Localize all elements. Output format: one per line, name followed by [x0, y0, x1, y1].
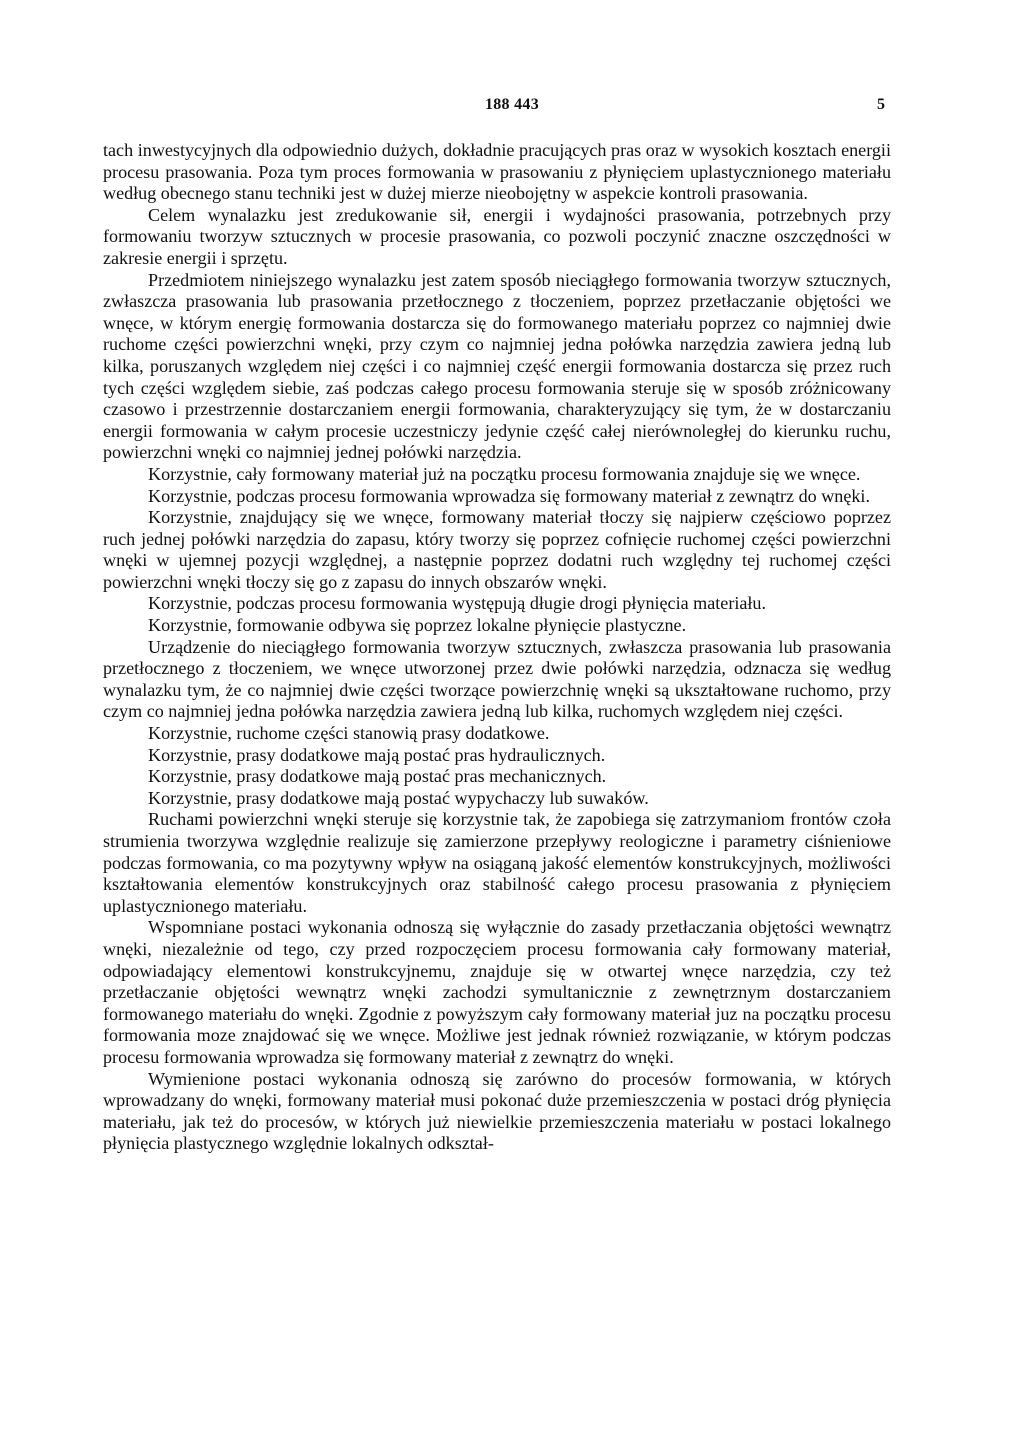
page-number: 5: [877, 96, 885, 113]
paragraph: Korzystnie, prasy dodatkowe mają postać wypychaczy lub suwaków.: [148, 787, 649, 808]
paragraph: Celem wynalazku jest zredukowanie sił, energii i wydajności prasowania, potrzebnych przy formowaniu tworzyw sztucznych w procesie prasowania, co pozwoli poczynić znaczne oszczędności w zakresie energii i sprzętu.: [103, 204, 891, 268]
paragraph: Korzystnie, cały formowany materiał już na początku procesu formowania znajduje się we wnęce.: [148, 463, 861, 484]
document-body: [103, 140, 891, 1155]
paragraph: Korzystnie, prasy dodatkowe mają postać pras hydraulicznych.: [148, 744, 606, 765]
paragraph: Korzystnie, ruchome części stanowią prasy dodatkowe.: [148, 723, 550, 744]
paragraph: tach inwestycyjnych dla odpowiednio dużych, dokładnie pracujących pras oraz w wysokich kosztach energii procesu prasowania. Poza tym proces formowania w prasowaniu z płynięciem uplastycznionego materiału według obecnego stanu techniki jest w dużej mierze nieobojętny w aspekcie kontroli prasowania.: [103, 140, 891, 204]
paragraph: Korzystnie, formowanie odbywa się poprzez lokalne płynięcie plastyczne.: [148, 615, 687, 636]
page-header: [0, 96, 1024, 120]
paragraph: Urządzenie do nieciągłego formowania tworzyw sztucznych, zwłaszcza prasowania lub prasowania przetłocznego z tłoczeniem, we wnęce utworzonej przez dwie połówki narzędzia, odznacza się według wynalazku tym, że co najmniej dwie części tworzące powierzchnię wnęki są ukształtowane ruchomo, przy czym co najmniej jedna połówka narzędzia zawiera jedną lub kilka, ruchomych względem niej części.: [103, 636, 891, 722]
paragraph: Korzystnie, podczas procesu formowania występują długie drogi płynięcia materiału.: [148, 593, 767, 614]
document-number: 188 443: [484, 96, 540, 113]
paragraph: Wymienione postaci wykonania odnoszą się zarówno do procesów formowania, w których wprowadzany do wnęki, formowany materiał musi pokonać duże przemieszczenia w postaci dróg płynięcia materiału, jak też do procesów, w których już niewielkie przemieszczenia materiału w postaci lokalnego płynięcia plastycznego względnie lokalnych odkształ-: [103, 1068, 891, 1154]
paragraph: Wspomniane postaci wykonania odnoszą się wyłącznie do zasady przetłaczania objętości wewnątrz wnęki, niezależnie od tego, czy przed rozpoczęciem procesu formowania cały formowany materiał, odpowiadający elementowi konstrukcyjnemu, znajduje się w otwartej wnęce narzędzia, czy też przetłaczanie objętości wewnątrz wnęki zachodzi symultanicznie z zewnętrznym dostarczaniem formowanego materiału do wnęki. Zgodnie z powyższym cały formowany materiał juz na początku procesu formowania moze znajdować się we wnęce. Możliwe jest jednak również rozwiązanie, w którym podczas procesu formowania wprowadza się formowany materiał z zewnątrz do wnęki.: [103, 917, 891, 1067]
paragraph: Przedmiotem niniejszego wynalazku jest zatem sposób nieciągłego formowania tworzyw sztucznych, zwłaszcza prasowania lub prasowania przetłocznego z tłoczeniem, poprzez przetłaczanie objętości we wnęce, w którym energię formowania dostarcza się do formowanego materiału poprzez co najmniej dwie ruchome części powierzchni wnęki, przy czym co najmniej jedna połówka narzędzia zawiera jedną lub kilka, poruszanych względem niej części i co najmniej część energii formowania dostarcza się przez ruch tych części względem siebie, zaś podczas całego procesu formowania steruje się w sposób zróżnicowany czasowo i przestrzennie dostarczaniem energii formowania, charakteryzujący się tym, że w dostarczaniu energii formowania w całym procesie uczestniczy jedynie część całej nierównoległej do kierunku ruchu, powierzchni wnęki co najmniej jednej połówki narzędzia.: [103, 269, 891, 463]
paragraph: Korzystnie, podczas procesu formowania wprowadza się formowany materiał z zewnątrz do wnęki.: [148, 485, 870, 506]
paragraph: Korzystnie, znajdujący się we wnęce, formowany materiał tłoczy się najpierw częściowo poprzez ruch jednej połówki narzędzia do zapasu, który tworzy się poprzez cofnięcie ruchomej części powierzchni wnęki w ujemnej pozycji względnej, a następnie poprzez dodatni ruch względny tej ruchomej części powierzchni wnęki tłoczy się go z zapasu do innych obszarów wnęki.: [103, 507, 891, 592]
paragraph: Ruchami powierzchni wnęki steruje się korzystnie tak, że zapobiega się zatrzymaniom frontów czoła strumienia tworzywa względnie realizuje się zamierzone przepływy reologiczne i parametry ciśnieniowe podczas formowania, co ma pozytywny wpływ na osiąganą jakość elementów konstrukcyjnych, możliwości kształtowania elementów konstrukcyjnych oraz stabilność całego procesu prasowania z płynięciem uplastycznionego materiału.: [103, 809, 891, 916]
paragraph: Korzystnie, prasy dodatkowe mają postać pras mechanicznych.: [148, 766, 607, 787]
